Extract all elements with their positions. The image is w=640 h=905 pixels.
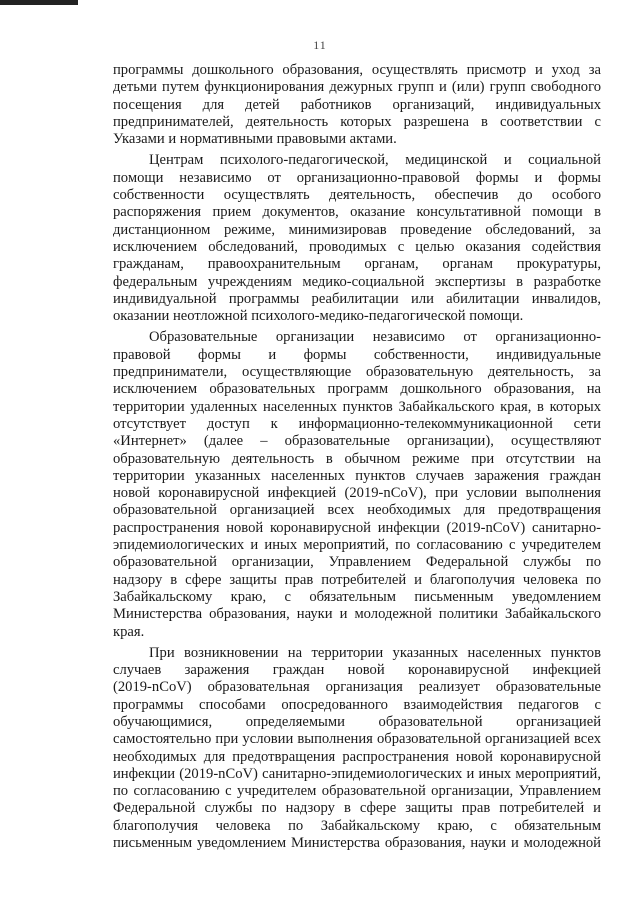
page-number: 11 (313, 38, 327, 52)
text-line: оказании неотложной психолого-медико-педагогической помощи. (113, 308, 524, 325)
text-line: программы способами опосредованного взаимодействия педагогов с (113, 696, 601, 713)
text-line: собственности осуществлять деятельность, обеспечив до особого (113, 187, 601, 204)
text-line: детьми путем функционирования дежурных групп и (или) групп свободного (113, 79, 601, 96)
text-line: образовательной организацией всех необходимых для предотвращения (113, 502, 601, 519)
text-line: эпидемиологических и иных мероприятий, по согласованию с учредителем (113, 537, 601, 554)
text-line: образовательной организации, Управлением Федеральной службы по (113, 554, 601, 571)
text-line: самостоятельно при условии выполнения образовательной организацией всех (113, 731, 601, 748)
text-line: индивидуальной программы реабилитации или абилитации инвалидов, (113, 290, 601, 307)
text-line: отсутствует доступ к информационно-телекоммуникационной сети (113, 415, 601, 432)
paragraph-2 (113, 152, 601, 325)
document-body (113, 62, 601, 852)
text-line: федеральным учреждениям медико-социальной экспертизы в разработке (113, 273, 601, 290)
paragraph-4 (113, 645, 601, 853)
text-line: Образовательные организации независимо от организационно- (149, 329, 601, 346)
text-line: предприниматели, осуществляющие образовательную деятельность, за (113, 364, 601, 381)
text-line: (2019-nCoV) образовательная организация реализует образовательные (113, 679, 601, 696)
paragraph-3 (113, 329, 601, 640)
text-line: необходимых для предотвращения распространения новой коронавирусной (113, 748, 601, 765)
text-line: образовательную деятельность в обычном режиме при отсутствии на (113, 450, 601, 467)
text-line: распространения новой коронавирусной инфекции (2019-nCoV) санитарно- (113, 519, 601, 536)
text-line: края. (113, 623, 145, 640)
text-line: исключением образовательных программ дошкольного образования, на (113, 381, 601, 398)
text-line: исключением обследований, проводимых с целью оказания содействия (113, 238, 601, 255)
text-line: обучающимися, определяемыми образовательной организацией (113, 713, 601, 730)
text-line: Министерства образования, науки и молодежной политики Забайкальского (113, 606, 601, 623)
text-line: случаев заражения граждан новой коронавирусной инфекцией (113, 662, 601, 679)
text-line: благополучия человека по Забайкальскому краю, с обязательным (113, 817, 601, 834)
text-line: инфекции (2019-nCoV) санитарно-эпидемиологических и иных мероприятий, (113, 765, 601, 782)
text-line: программы дошкольного образования, осуществлять присмотр и уход за (113, 62, 601, 78)
text-line: дистанционном режиме, минимизировав проведение обследований, за (113, 221, 601, 238)
text-line: посещения для детей работников организаций, индивидуальных (113, 96, 601, 113)
text-line: Федеральной службы по надзору в сфере защиты прав потребителей и (113, 800, 601, 817)
text-line: правовой формы и формы собственности, индивидуальные (113, 346, 601, 363)
text-line: территории удаленных населенных пунктов Забайкальского края, в которых (113, 398, 601, 415)
text-line: Забайкальскому краю, с обязательным письменным уведомлением (113, 588, 601, 605)
text-line: по согласованию с учредителем образовательной организации, Управлением (113, 783, 601, 800)
text-line: Указами и нормативными правовыми актами. (113, 131, 397, 148)
paragraph-1 (113, 62, 601, 148)
text-line: письменным уведомлением Министерства образования, науки и молодежной (113, 835, 601, 852)
text-line: Центрам психолого-педагогической, медицинской и социальной (149, 152, 601, 169)
text-line: территории указанных населенных пунктов случаев заражения граждан (113, 467, 601, 484)
scan-edge-mark (0, 0, 78, 5)
text-line: помощи независимо от организационно-правовой формы и формы (113, 169, 601, 186)
text-line: распоряжения прием документов, оказание консультативной помощи в (113, 204, 601, 221)
text-line: предпринимателей, деятельность которых разрешена в соответствии с (113, 113, 601, 130)
text-line: надзору в сфере защиты прав потребителей и благополучия человека по (113, 571, 601, 588)
text-line: «Интернет» (далее – образовательные организации), осуществляют (113, 433, 601, 450)
text-line: новой коронавирусной инфекцией (2019-nCoV), при условии выполнения (113, 485, 601, 502)
text-line: При возникновении на территории указанных населенных пунктов (149, 644, 601, 661)
text-line: гражданам, правоохранительным органам, органам прокуратуры, (113, 256, 601, 273)
